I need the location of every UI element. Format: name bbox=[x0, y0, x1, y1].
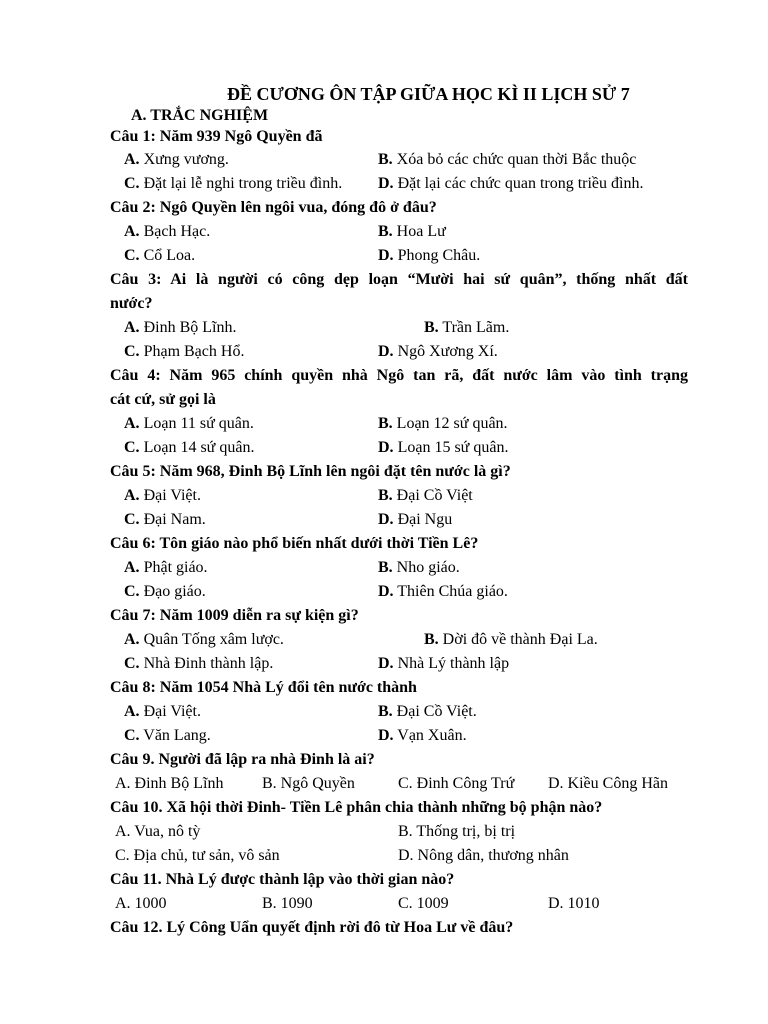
option-5c: C. Đại Nam. bbox=[124, 511, 206, 528]
option-1d: D. Đặt lại các chức quan trong triều đình. bbox=[378, 175, 644, 192]
option-10b: B. Thống trị, bị trị bbox=[398, 823, 516, 840]
option-11d: D. 1010 bbox=[548, 895, 600, 912]
option-3b: B. Trần Lãm. bbox=[424, 319, 510, 336]
option-8a: A. Đại Việt. bbox=[124, 703, 201, 720]
option-9d: D. Kiều Công Hãn bbox=[548, 775, 668, 792]
question-8: Câu 8: Năm 1054 Nhà Lý đổi tên nước thành bbox=[110, 679, 417, 696]
option-10d: D. Nông dân, thương nhân bbox=[398, 847, 569, 864]
option-11b: B. 1090 bbox=[262, 895, 313, 912]
option-4a: A. Loạn 11 sứ quân. bbox=[124, 415, 254, 432]
question-2: Câu 2: Ngô Quyền lên ngôi vua, đóng đô ở đâu? bbox=[110, 199, 437, 216]
question-9: Câu 9. Người đã lập ra nhà Đinh là ai? bbox=[110, 751, 375, 768]
page-title: ĐỀ CƯƠNG ÔN TẬP GIỮA HỌC KÌ II LỊCH SỬ 7 bbox=[227, 84, 630, 104]
question-5: Câu 5: Năm 968, Đinh Bộ Lĩnh lên ngôi đặt tên nước là gì? bbox=[110, 463, 511, 480]
option-11c: C. 1009 bbox=[398, 895, 449, 912]
option-9a: A. Đinh Bộ Lĩnh bbox=[115, 775, 224, 792]
option-4c: C. Loạn 14 sứ quân. bbox=[124, 439, 255, 456]
option-2a: A. Bạch Hạc. bbox=[124, 223, 211, 240]
option-2d: D. Phong Châu. bbox=[378, 247, 481, 264]
question-3-line-2: nước? bbox=[110, 295, 153, 312]
option-3c: C. Phạm Bạch Hổ. bbox=[124, 343, 245, 360]
option-8d: D. Vạn Xuân. bbox=[378, 727, 467, 744]
question-3-line-1: Câu 3: Ai là người có công dẹp loạn “Mười hai sứ quân”, thống nhất đất bbox=[110, 271, 688, 288]
option-7b: B. Dời đô về thành Đại La. bbox=[424, 631, 598, 648]
question-4-line-2: cát cứ, sử gọi là bbox=[110, 391, 216, 408]
option-7c: C. Nhà Đinh thành lập. bbox=[124, 655, 274, 672]
option-3a: A. Đinh Bộ Lĩnh. bbox=[124, 319, 237, 336]
option-8c: C. Văn Lang. bbox=[124, 727, 211, 744]
option-11a: A. 1000 bbox=[115, 895, 167, 912]
question-10: Câu 10. Xã hội thời Đinh- Tiền Lê phân chia thành những bộ phận nào? bbox=[110, 799, 603, 816]
option-6b: B. Nho giáo. bbox=[378, 559, 460, 576]
option-7a: A. Quân Tống xâm lược. bbox=[124, 631, 284, 648]
option-6a: A. Phật giáo. bbox=[124, 559, 208, 576]
option-9b: B. Ngô Quyền bbox=[262, 775, 355, 792]
option-10c: C. Địa chủ, tư sản, vô sản bbox=[115, 847, 280, 864]
option-8b: B. Đại Cồ Việt. bbox=[378, 703, 477, 720]
option-5b: B. Đại Cồ Việt bbox=[378, 487, 473, 504]
question-7: Câu 7: Năm 1009 diễn ra sự kiện gì? bbox=[110, 607, 359, 624]
question-6: Câu 6: Tôn giáo nào phổ biến nhất dưới thời Tiền Lê? bbox=[110, 535, 479, 552]
option-5a: A. Đại Việt. bbox=[124, 487, 201, 504]
question-11: Câu 11. Nhà Lý được thành lập vào thời gian nào? bbox=[110, 871, 455, 888]
option-1c: C. Đặt lại lễ nghi trong triều đình. bbox=[124, 175, 343, 192]
option-6d: D. Thiên Chúa giáo. bbox=[378, 583, 508, 600]
option-10a: A. Vua, nô tỳ bbox=[115, 823, 201, 840]
question-12: Câu 12. Lý Công Uẩn quyết định rời đô từ Hoa Lư về đâu? bbox=[110, 919, 514, 936]
option-4b: B. Loạn 12 sứ quân. bbox=[378, 415, 508, 432]
option-6c: C. Đạo giáo. bbox=[124, 583, 206, 600]
option-1a: A. Xưng vương. bbox=[124, 151, 229, 168]
option-3d: D. Ngô Xương Xí. bbox=[378, 343, 498, 360]
option-4d: D. Loạn 15 sứ quân. bbox=[378, 439, 509, 456]
option-5d: D. Đại Ngu bbox=[378, 511, 453, 528]
section-heading: A. TRẮC NGHIỆM bbox=[131, 107, 269, 124]
option-2b: B. Hoa Lư bbox=[378, 223, 446, 240]
option-1b: B. Xóa bỏ các chức quan thời Bắc thuộc bbox=[378, 151, 637, 168]
question-4-line-1: Câu 4: Năm 965 chính quyền nhà Ngô tan rã, đất nước lâm vào tình trạng bbox=[110, 367, 688, 384]
option-9c: C. Đinh Công Trứ bbox=[398, 775, 515, 792]
question-1: Câu 1: Năm 939 Ngô Quyền đã bbox=[110, 128, 323, 145]
option-7d: D. Nhà Lý thành lập bbox=[378, 655, 510, 672]
option-2c: C. Cổ Loa. bbox=[124, 247, 196, 264]
